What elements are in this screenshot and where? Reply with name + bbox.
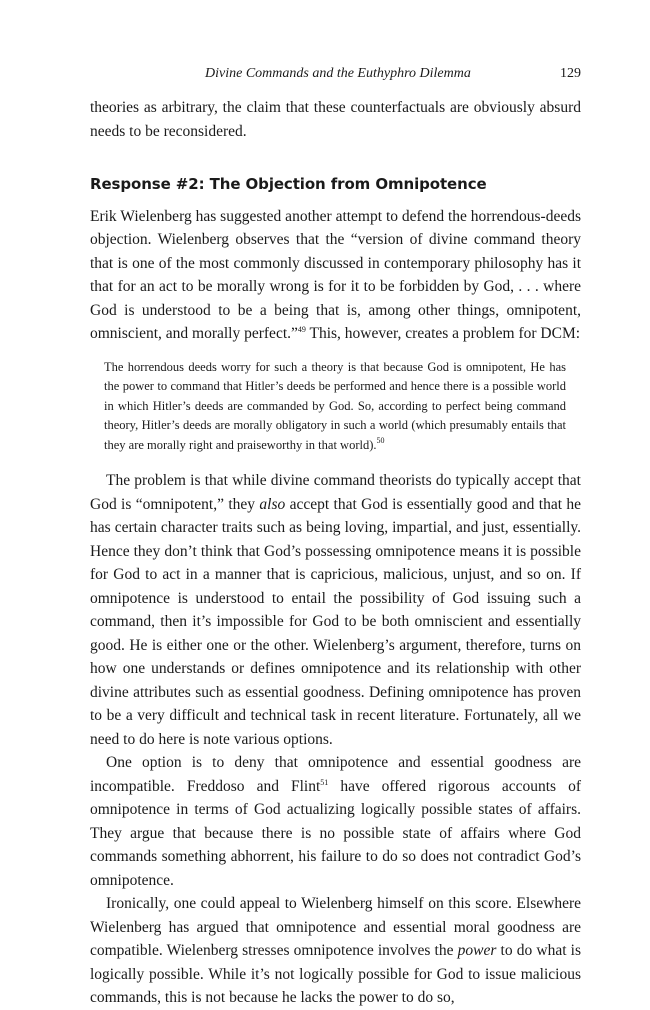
block-quote xyxy=(104,358,566,456)
paragraph-ironically xyxy=(90,892,581,1010)
paragraph-text: This, however, creates a problem for DCM: xyxy=(305,325,581,342)
emphasis-power: power xyxy=(457,942,497,959)
paragraph-text: Erik Wielenberg has suggested another attempt to defend the horrendous-deeds objection. Wielenberg observes that the “version of divine command theory that is one of the most commonly discussed in contemporary philosophy has it that for an act to be morally wrong is for it to be forbidden by God, . . . where God is understood to be a being that is, among other things, omnipotent, omniscient, and morally perfect.” xyxy=(90,207,581,342)
paragraph-text: One option is to deny that omnipotence and essential goodness are incompatible. Freddoso and Flint xyxy=(90,754,581,795)
running-head xyxy=(90,66,581,86)
footnote-ref-49: 49 xyxy=(297,325,306,334)
paragraph-text: Ironically, one could appeal to Wielenberg himself on this score. Elsewhere Wielenberg has argued that omnipotence and essential moral goodness are compatible. Wielenberg stresses omnipotence involves the xyxy=(90,895,581,959)
emphasis-also: also xyxy=(259,495,286,513)
paragraph-text: The problem is that while divine command theorists do typically accept that God is “omnipotent,” they xyxy=(90,472,581,513)
paragraph-continuation: theories as arbitrary, the claim that these counterfactuals are obviously absurd needs to be reconsidered. xyxy=(90,99,581,140)
paragraph-text: accept that God is essentially good and that he has certain character traits such as being loving, impartial, and just, essentially. Hence they don’t think that God’s possessing omnipotence means it is possible for God to act in a manner that is capricious, malicious, unjust, and so on. If omnipotence is understood to entail the possibility of God issuing such a command, then it’s impossible for God to be both omniscient and essentially good. He is either one or the other. Wielenberg’s argument, therefore, turns on how one understands or defines omnipotence and its relationship with other divine attributes such as essential goodness. Defining omnipotence has proven to be a very difficult and technical task in recent literature. Fortunately, all we need to do here is note various options. xyxy=(90,495,581,748)
page-number: 129 xyxy=(560,66,581,81)
paragraph-wielenberg-intro xyxy=(90,205,581,346)
paragraph-text: to do what is logically possible. While it’s not logically possible for God to issue malicious commands, this is not because he lacks the power to do so, xyxy=(90,942,581,1006)
paragraph-text: have offered rigorous accounts of omnipotence in terms of God actualizing logically possible states of affairs. They argue that because there is no possible state of affairs where God commands something abhorrent, his failure to do so does not contradict God’s omnipotence. xyxy=(90,777,581,889)
quote-text: The horrendous deeds worry for such a theory is that because God is omnipotent, He has the power to command that Hitler’s deeds be performed and hence there is a possible world in which Hitler’s deeds are commanded by God. So, according to perfect being command theory, Hitler’s deeds are morally obligatory in such a world (which presumably entails that they are morally right and praiseworthy in that world). xyxy=(104,359,566,452)
paragraph-problem xyxy=(90,469,581,751)
running-title: Divine Commands and the Euthyphro Dilemma xyxy=(205,66,471,81)
footnote-ref-51: 51 xyxy=(320,777,329,787)
section-heading: Response #2: The Objection from Omnipotence xyxy=(90,175,487,193)
footnote-ref-50: 50 xyxy=(376,435,385,445)
paragraph-option-one xyxy=(90,751,581,892)
body-text xyxy=(90,96,581,1010)
